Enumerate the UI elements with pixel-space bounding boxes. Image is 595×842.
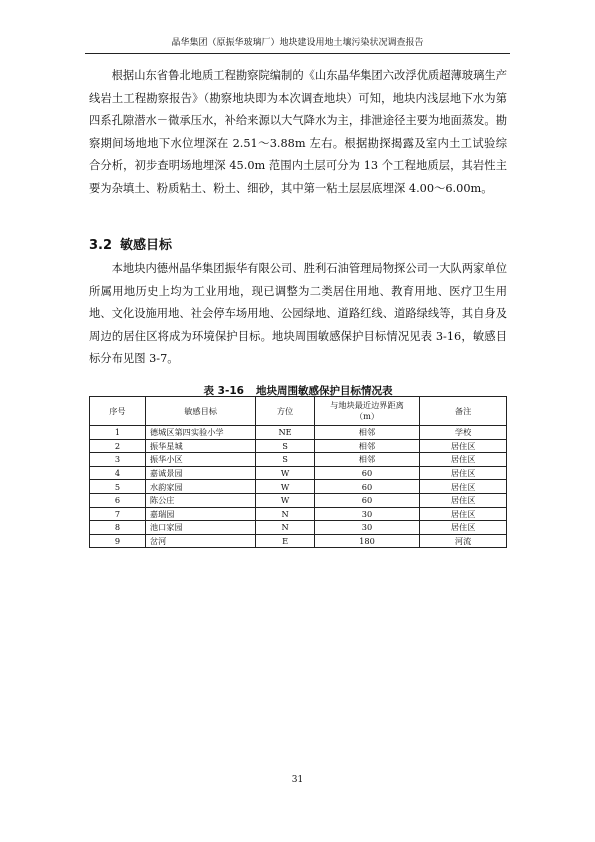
page-footer [0, 775, 595, 785]
table-row [90, 534, 507, 548]
table-caption-number: 表 3-16 [203, 385, 244, 397]
cell-note: 居住区 [420, 480, 507, 494]
section-heading [89, 234, 180, 253]
paragraph-groundwater: 根据山东省鲁北地质工程勘察院编制的《山东晶华集团六改浮优质超薄玻璃生产线岩土工程勘察报告》（勘察地块即为本次调查地块）可知，地块内浅层地下水为第四系孔隙潜水－微承压水，补给来源以大气降水为主，排泄途径主要为地面蒸发。勘察期间场地地下水位埋深在 2.51～3.88m 左右。根据勘探揭露及室内土工试验综合分析，初步查明场地埋深 45.0m 范围内土层可分为 13 个工程地质层，其岩性主要为杂填土、粉质粘土、粉土、细砂，其中第一粘土层层底埋深 4.00～6.00m。 [89, 69, 507, 195]
header-distance-label: 与地块最近边界距离 [330, 400, 404, 410]
section-number: 3.2 [89, 238, 113, 253]
cell-direction: NE [256, 426, 314, 440]
table-header-row [90, 397, 507, 426]
page-header [85, 36, 510, 54]
cell-note: 河流 [420, 534, 507, 548]
cell-index: 5 [90, 480, 146, 494]
cell-index: 2 [90, 439, 146, 453]
cell-note: 居住区 [420, 507, 507, 521]
cell-target: 嘉瑞园 [145, 507, 256, 521]
header-distance-unit: （m） [354, 411, 380, 421]
header-target: 敏感目标 [145, 397, 256, 426]
cell-target: 陈公庄 [145, 493, 256, 507]
cell-index: 3 [90, 453, 146, 467]
cell-note: 学校 [420, 426, 507, 440]
cell-target: 振华星城 [145, 439, 256, 453]
cell-distance: 60 [314, 466, 420, 480]
cell-note: 居住区 [420, 439, 507, 453]
table-caption-title: 地块周围敏感保护目标情况表 [255, 385, 393, 397]
cell-target: 德城区第四实验小学 [145, 426, 256, 440]
table-row [90, 453, 507, 467]
page-number: 31 [291, 775, 304, 785]
cell-distance: 60 [314, 493, 420, 507]
cell-note: 居住区 [420, 493, 507, 507]
cell-index: 8 [90, 521, 146, 535]
cell-distance: 60 [314, 480, 420, 494]
cell-note: 居住区 [420, 466, 507, 480]
cell-direction: W [256, 466, 314, 480]
cell-distance: 相邻 [314, 426, 420, 440]
cell-distance: 180 [314, 534, 420, 548]
cell-distance: 相邻 [314, 453, 420, 467]
cell-target: 水韵家园 [145, 480, 256, 494]
header-distance [314, 397, 420, 426]
table-row [90, 466, 507, 480]
cell-target: 岔河 [145, 534, 256, 548]
cell-direction: N [256, 507, 314, 521]
cell-distance: 30 [314, 521, 420, 535]
header-index: 序号 [90, 397, 146, 426]
cell-target: 池口家园 [145, 521, 256, 535]
cell-direction: W [256, 493, 314, 507]
cell-index: 6 [90, 493, 146, 507]
header-direction: 方位 [256, 397, 314, 426]
cell-index: 1 [90, 426, 146, 440]
cell-target: 振华小区 [145, 453, 256, 467]
cell-index: 4 [90, 466, 146, 480]
header-note: 备注 [420, 397, 507, 426]
header-title: 晶华集团（原振华玻璃厂）地块建设用地土壤污染状况调查报告 [171, 38, 424, 48]
sensitive-targets-table [89, 396, 507, 548]
table-row [90, 521, 507, 535]
cell-note: 居住区 [420, 453, 507, 467]
paragraph-sensitive-targets: 本地块内德州晶华集团振华有限公司、胜利石油管理局物探公司一大队两家单位所属用地历史上均为工业用地，现已调整为二类居住用地、教育用地、医疗卫生用地、文化设施用地、社会停车场用地、公园绿地、道路红线、道路绿线等，其自身及周边的居住区将成为环境保护目标。地块周围敏感保护目标情况见表 3-16，敏感目标分布见图 3-7。 [89, 262, 507, 365]
cell-direction: N [256, 521, 314, 535]
table-row [90, 426, 507, 440]
section-title: 敏感目标 [120, 238, 173, 253]
cell-distance: 30 [314, 507, 420, 521]
table-row [90, 507, 507, 521]
cell-note: 居住区 [420, 521, 507, 535]
table-row [90, 439, 507, 453]
cell-target: 嘉诚景园 [145, 466, 256, 480]
cell-index: 7 [90, 507, 146, 521]
cell-direction: S [256, 453, 314, 467]
cell-direction: S [256, 439, 314, 453]
table-row [90, 480, 507, 494]
cell-direction: W [256, 480, 314, 494]
cell-index: 9 [90, 534, 146, 548]
table-row [90, 493, 507, 507]
cell-direction: E [256, 534, 314, 548]
cell-distance: 相邻 [314, 439, 420, 453]
